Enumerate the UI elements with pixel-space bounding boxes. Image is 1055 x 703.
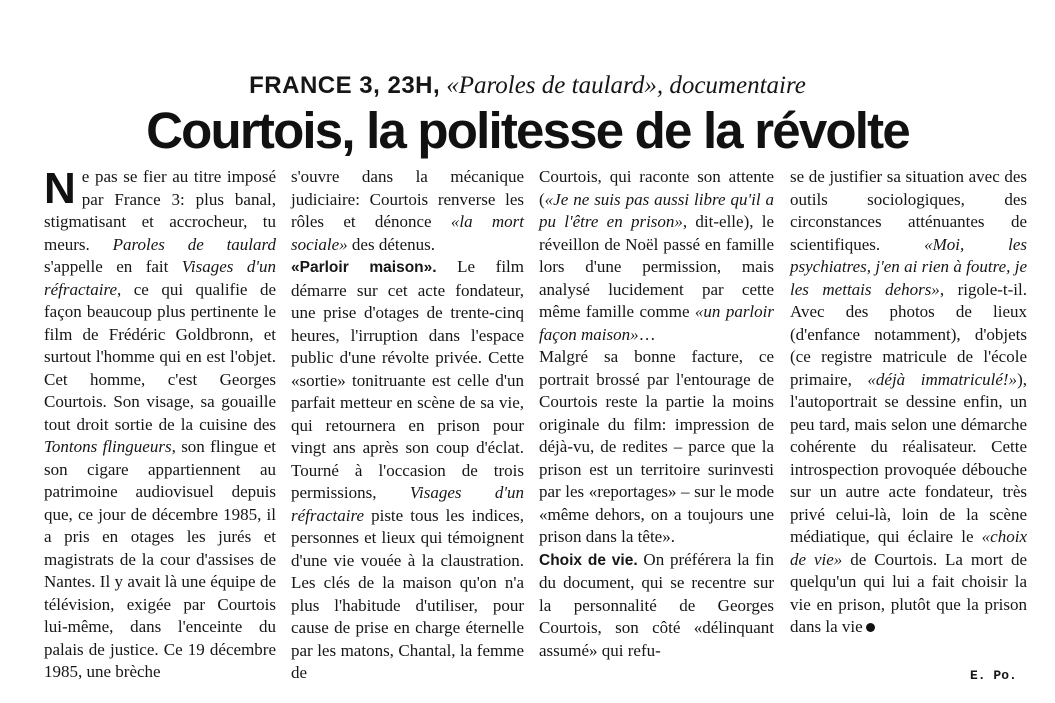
text-run: s'ouvre dans la mécanique judiciaire: Courtois renverse les rôles et dénonce xyxy=(291,167,524,231)
italic-run: «déjà immatriculé!» xyxy=(867,369,1018,389)
text-run: des détenus. xyxy=(347,234,435,254)
paragraph xyxy=(44,166,276,684)
italic-run: Paroles de taulard xyxy=(112,234,277,254)
subheading-parloir: «Parloir maison». xyxy=(291,259,437,276)
kicker-channel: FRANCE 3, 23H, xyxy=(249,72,441,99)
italic-run: Tontons flingueurs xyxy=(44,437,172,456)
text-run: de Courtois. La mort de quelqu'un qui lui a fait choisir la vie en prison, plutôt que la prison dans la vie xyxy=(790,549,1027,636)
italic-run: «Je ne suis pas aussi libre qu'il a pu l'être en prison» xyxy=(539,189,774,231)
text-run: piste tous les indices, personnes et lieux qui témoignent d'une vie vouée à la claustration. Les clés de la maison qu'on n'a plus l'habitude d'utiliser, pour cause de prise en charge éternelle par les matons, Chantal, la femme de xyxy=(291,505,524,682)
text-run: Courtois, qui raconte son attente ( xyxy=(539,167,774,209)
article-column-3 xyxy=(539,166,774,662)
paragraph xyxy=(539,549,774,663)
italic-run: Visages d'un réfractaire xyxy=(291,483,524,525)
drop-cap: N xyxy=(44,164,76,213)
text-run: , rigole-t-il. Avec des photos de lieux (d'enfance notamment), d'objets (ce registre matricule de l'école primaire, xyxy=(790,279,1027,389)
article-column-2 xyxy=(291,166,524,685)
paragraph xyxy=(790,166,1027,639)
text-run: Le film démarre sur cet acte fondateur, une prise d'otages de trente-cinq heures, l'irruption dans l'espace public d'une révolte privée. Cette «sortie» tonitruante est celle d'un parfait metteur en scène de sa vie, qui retournera en prison pour vingt ans après son coup d'éclat. Tourné à l'occasion de trois permissions, xyxy=(291,257,524,502)
author-signature: E. Po. xyxy=(970,668,1017,683)
paragraph xyxy=(539,166,774,346)
article-headline: Courtois, la politesse de la révolte xyxy=(146,102,909,159)
italic-run: Visages d'un réfractaire xyxy=(44,257,276,299)
text-run: On préférera la fin du document, qui se recentre sur la personnalité de Georges Courtois, son côté «délinquant assumé» qui refu- xyxy=(539,549,774,660)
text-run: s'appelle en fait xyxy=(44,257,182,276)
text-run: , ce qui qualifie de façon beaucoup plus pertinente le film de Frédéric Goldbronn, et surtout l'homme qui en est l'objet. Cet homme, c'est Georges Courtois. Son visage, sa gouaille tout droit sortie de la cuisine des xyxy=(44,279,276,434)
end-mark-icon xyxy=(866,623,875,632)
text-run: e pas se fier au titre imposé par France 3: plus banal, stigmatisant et accrocheur, tu meurs. xyxy=(44,167,276,254)
text-run: … xyxy=(638,324,656,344)
article-column-4 xyxy=(790,166,1027,639)
article-column-1 xyxy=(44,166,276,684)
paragraph xyxy=(291,166,524,256)
paragraph: Malgré sa bonne facture, ce portrait brossé par l'entourage de Courtois reste la partie la moins originale du film: impression de déjà-vu, de redites – parce que la prison est un territoire surinvesti par les «reportages» – sur le mode «même dehors, on a toujours une prison dans la tête». xyxy=(539,347,774,546)
text-run: , son flingue et son cigare appartiennent au patrimoine audiovisuel depuis que, ce jour de décembre 1985, il a pris en otages les jurés et magistrats de la cour d'assises de Nantes. Il y avait là une équipe de télévision, exigée par Courtois lui-même, dans l'enceinte du palais de justice. Ce 19 décembre 1985, une brèche xyxy=(44,437,276,681)
italic-run: «Moi, les psychiatres, j'en ai rien à foutre, je les mettais dehors» xyxy=(790,234,1027,299)
paragraph xyxy=(291,256,524,685)
text-run: ), l'autoportrait se dessine enfin, un peu tard, mais selon une démarche cohérente du réalisateur. Cette introspection provoquée débouche sur un autre acte fondateur, très privé celui-là, loin de la scène médiatique, qui éclaire le xyxy=(790,369,1027,546)
text-run: , dit-elle), le réveillon de Noël passé en famille lors d'une permission, mais analysé lucidement par cette même famille comme xyxy=(539,212,774,321)
kicker-program-title: «Paroles de taulard», documentaire xyxy=(446,72,806,99)
text-run: se de justifier sa situation avec des outils sociologiques, des circonstances atténuantes de scientifiques. xyxy=(790,167,1027,254)
italic-run: «la mort sociale» xyxy=(291,212,524,254)
italic-run: «un parloir façon maison» xyxy=(539,302,774,344)
article-kicker xyxy=(0,70,1055,102)
italic-run: «choix de vie» xyxy=(790,527,1027,569)
subheading-choix: Choix de vie. xyxy=(539,551,638,569)
